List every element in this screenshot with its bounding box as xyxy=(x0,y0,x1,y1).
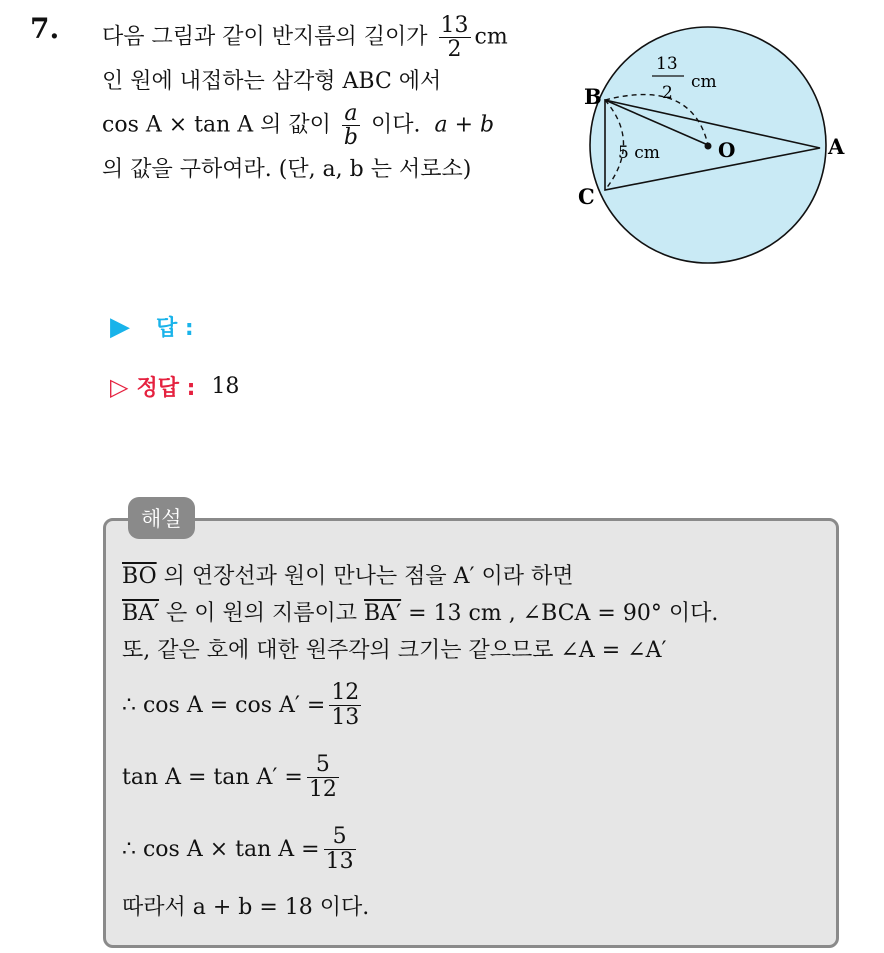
question-number: 7. xyxy=(30,12,60,45)
center-point xyxy=(705,143,712,150)
question-text xyxy=(102,14,562,190)
answer-row xyxy=(110,311,194,342)
correct-answer-label: 정답 : xyxy=(136,376,196,401)
solution-line-4 xyxy=(122,669,822,741)
answer-label: 답 : xyxy=(156,316,194,341)
solution-text xyxy=(122,558,822,926)
correct-answer-value: 18 xyxy=(211,374,240,399)
question-line-3 xyxy=(102,102,562,149)
radius-unit: cm xyxy=(474,24,508,50)
correct-answer-row xyxy=(110,371,239,402)
solution-line-5-pre: tan A = tan A′ = xyxy=(122,764,303,790)
solution-line-1 xyxy=(122,558,822,595)
solution-line-6 xyxy=(122,813,822,885)
figure-label-b: B xyxy=(584,84,602,109)
radius-denominator: 2 xyxy=(447,37,462,63)
question-expression: a + b xyxy=(434,112,495,138)
tan-numerator: 5 xyxy=(307,753,339,777)
figure-label-a: A xyxy=(828,134,845,159)
tan-denominator: 12 xyxy=(308,776,337,802)
ab-numerator: a xyxy=(342,102,360,126)
figure-radius-den: 2 xyxy=(662,83,673,103)
question-line-1-text: 다음 그림과 같이 반지름의 길이가 xyxy=(102,24,428,50)
question-line-1 xyxy=(102,14,562,61)
solution-line-6-pre: ∴ cos A × tan A = xyxy=(122,836,320,862)
segment-ba-label: BA′ xyxy=(122,601,160,626)
question-line-4: 의 값을 구하여라. (단, a, b 는 서로소) xyxy=(102,157,472,183)
segment-ba-label-2: BA′ xyxy=(364,601,402,626)
question-line-3-pre: cos A × tan A 의 값이 xyxy=(102,112,331,138)
solution-line-3: 또, 같은 호에 대한 원주각의 크기는 같으므로 ∠A = ∠A′ xyxy=(122,638,667,663)
figure-radius-unit: cm xyxy=(691,72,717,92)
tan-fraction xyxy=(307,753,339,800)
solution-tag: 해설 xyxy=(128,497,195,539)
figure-radius-num: 13 xyxy=(656,54,678,74)
solution-line-7: 따라서 a + b = 18 이다. xyxy=(122,895,370,920)
correct-marker-icon: ▷ xyxy=(110,372,129,401)
solution-line-2-end: = 13 cm , ∠BCA = 90° 이다. xyxy=(401,601,719,626)
product-denominator: 13 xyxy=(325,848,354,874)
figure-side-label: 5 cm xyxy=(618,143,660,163)
solution-line-1-text: 의 연장선과 원이 만나는 점을 A′ 이라 하면 xyxy=(156,564,574,589)
figure-label-c: C xyxy=(578,184,595,209)
cos-numerator: 12 xyxy=(331,680,360,706)
radius-fraction xyxy=(439,14,471,61)
cos-fraction xyxy=(329,681,361,728)
ab-fraction xyxy=(342,102,360,149)
solution-line-2 xyxy=(122,595,822,632)
circle-figure xyxy=(572,18,872,273)
solution-line-2-mid: 은 이 원의 지름이고 xyxy=(159,601,365,626)
cos-denominator: 13 xyxy=(331,704,360,730)
question-line-3-post: 이다. xyxy=(371,112,421,138)
segment-bo-label: $\overline{BO}$ xyxy=(122,564,157,589)
solution-line-5 xyxy=(122,741,822,813)
ab-denominator: b xyxy=(343,125,359,151)
radius-numerator: 13 xyxy=(440,13,469,38)
solution-line-4-pre: ∴ cos A = cos A′ = xyxy=(122,692,326,718)
product-numerator: 5 xyxy=(324,825,356,849)
answer-marker-icon: ▶ xyxy=(110,311,130,342)
question-line-2: 인 원에 내접하는 삼각형 ABC 에서 xyxy=(102,69,442,95)
figure-label-o: O xyxy=(718,138,736,162)
product-fraction xyxy=(324,825,356,872)
